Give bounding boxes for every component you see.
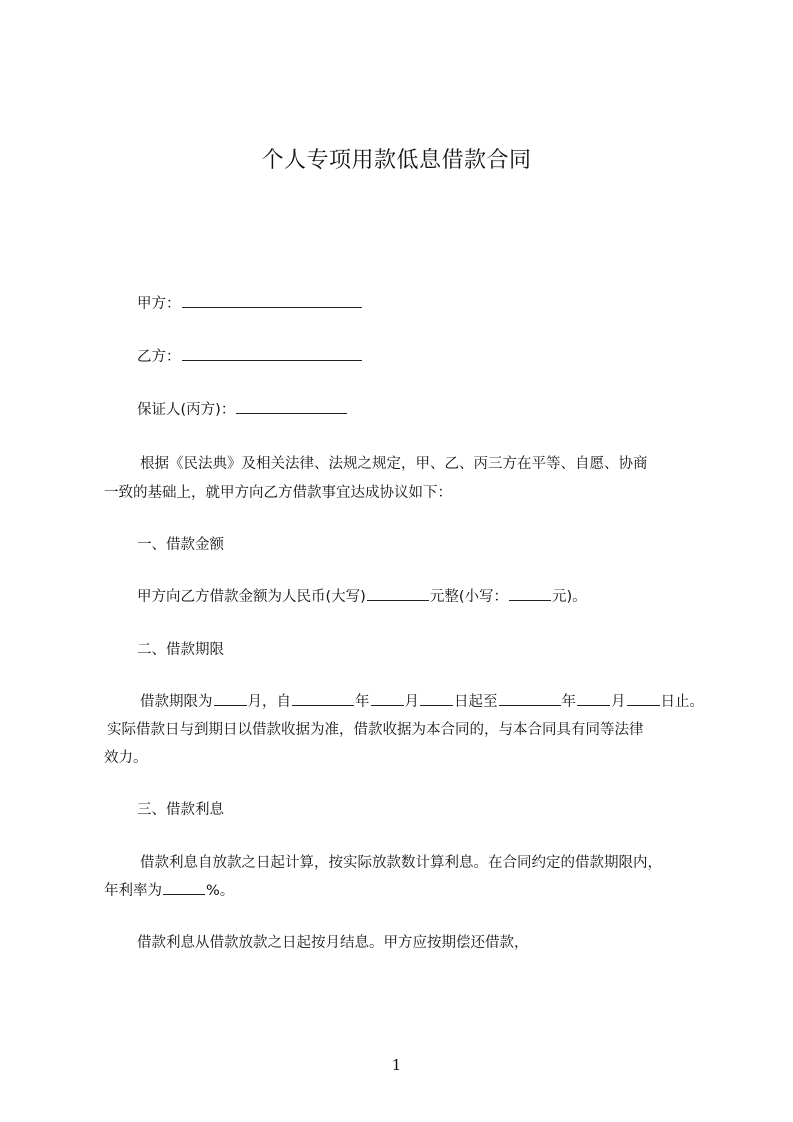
intro-line-2: 一致的基础上，就甲方向乙方借款事宜达成协议如下： bbox=[104, 485, 452, 501]
term-text-f: 年 bbox=[561, 694, 576, 710]
term-text-h: 日止。 bbox=[660, 694, 704, 710]
guarantor-label: 保证人(丙方)： bbox=[137, 402, 236, 418]
party-b-label: 乙方： bbox=[137, 349, 181, 365]
rate-text-a: 年利率为 bbox=[104, 883, 162, 899]
section-2-paragraph-2-line-1: 实际借款日与到期日以借款收据为准，借款收据为本合同的，与本合同具有同等法律 bbox=[107, 722, 644, 738]
amount-uppercase-blank[interactable] bbox=[367, 586, 429, 601]
party-a-blank[interactable] bbox=[182, 293, 362, 308]
section-3-paragraph-2: 借款利息从借款放款之日起按月结息。甲方应按期偿还借款， bbox=[137, 935, 529, 951]
guarantor-blank[interactable] bbox=[236, 399, 347, 414]
rate-text-b: %。 bbox=[206, 883, 235, 899]
section-3-paragraph-1-line-2 bbox=[104, 879, 234, 900]
party-a-line bbox=[137, 292, 363, 313]
term-text-g: 月 bbox=[611, 694, 626, 710]
section-2-paragraph-1 bbox=[140, 690, 704, 711]
term-text-e: 日起至 bbox=[454, 694, 498, 710]
start-month-blank[interactable] bbox=[371, 691, 404, 706]
term-text-d: 月 bbox=[404, 694, 419, 710]
amount-lowercase-blank[interactable] bbox=[509, 586, 551, 601]
end-year-blank[interactable] bbox=[499, 691, 561, 706]
start-year-blank[interactable] bbox=[292, 691, 354, 706]
end-month-blank[interactable] bbox=[577, 691, 610, 706]
term-text-c: 年 bbox=[355, 694, 370, 710]
start-day-blank[interactable] bbox=[420, 691, 453, 706]
term-months-blank[interactable] bbox=[214, 691, 247, 706]
document-title: 个人专项用款低息借款合同 bbox=[261, 148, 532, 173]
page-number: 1 bbox=[391, 1056, 402, 1074]
section-1-text-c: 元)。 bbox=[552, 589, 587, 605]
intro-line-1: 根据《民法典》及相关法律、法规之规定，甲、乙、丙三方在平等、自愿、协商 bbox=[140, 456, 648, 472]
section-3-heading: 三、借款利息 bbox=[137, 802, 224, 818]
party-a-label: 甲方： bbox=[137, 296, 181, 312]
section-1-text bbox=[137, 585, 587, 606]
term-text-b: 月，自 bbox=[247, 694, 291, 710]
end-day-blank[interactable] bbox=[627, 691, 660, 706]
party-b-line bbox=[137, 345, 363, 366]
annual-rate-blank[interactable] bbox=[163, 880, 205, 895]
section-3-paragraph-1-line-1: 借款利息自放款之日起计算，按实际放款数计算利息。在合同约定的借款期限内， bbox=[140, 855, 662, 871]
section-2-paragraph-2-line-2: 效力。 bbox=[104, 750, 148, 766]
term-text-a: 借款期限为 bbox=[140, 694, 213, 710]
section-1-text-a: 甲方向乙方借款金额为人民币(大写) bbox=[137, 589, 366, 605]
section-1-text-b: 元整(小写： bbox=[429, 589, 508, 605]
section-1-heading: 一、借款金额 bbox=[137, 537, 224, 553]
section-2-heading: 二、借款期限 bbox=[137, 642, 224, 658]
guarantor-line bbox=[137, 398, 348, 419]
party-b-blank[interactable] bbox=[182, 346, 362, 361]
